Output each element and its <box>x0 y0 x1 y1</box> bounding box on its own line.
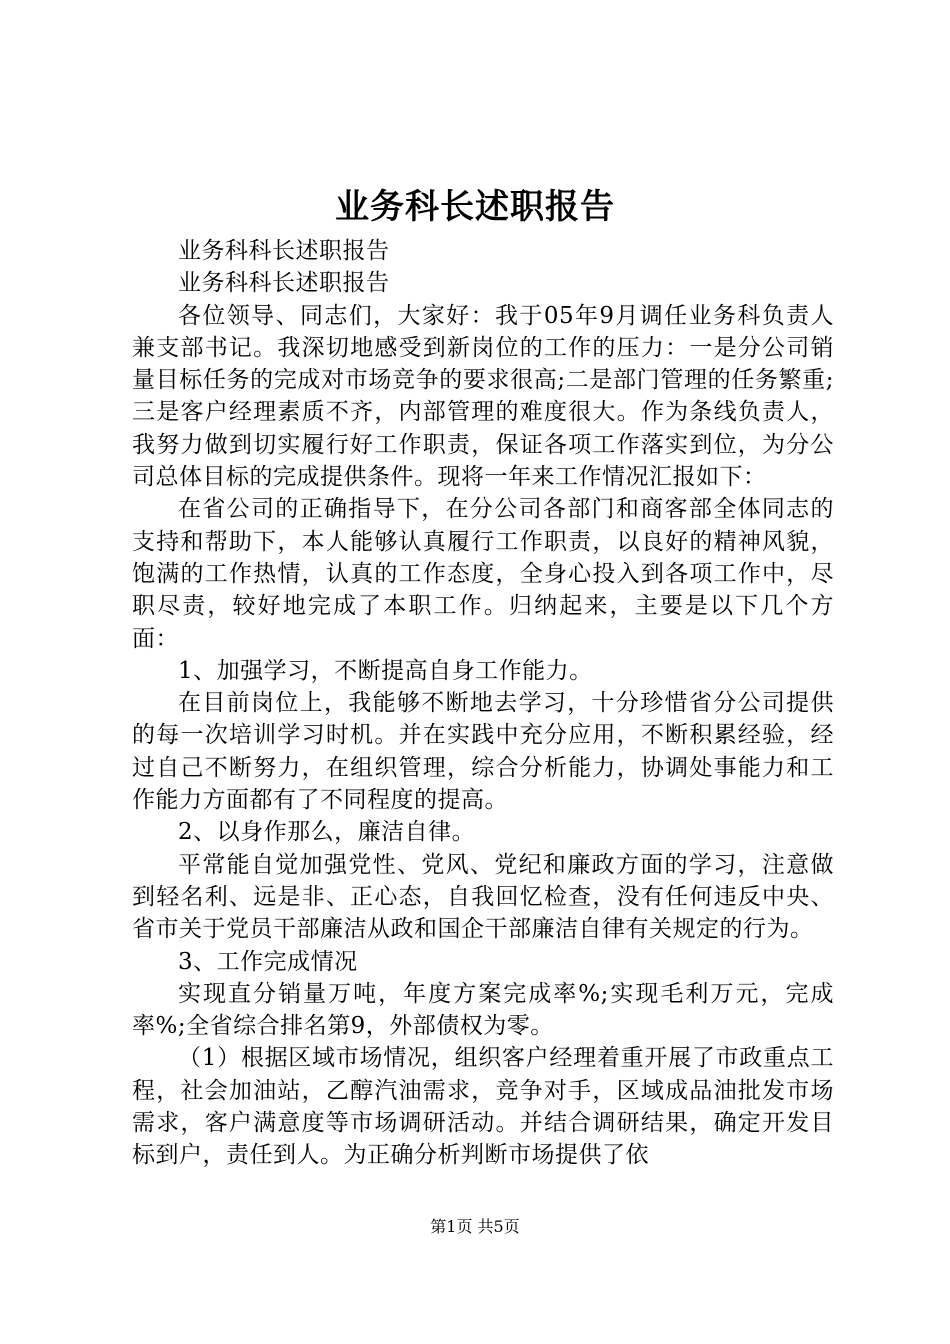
paragraph-integrity: 平常能自觉加强党性、党风、党纪和廉政方面的学习，注意做到轻名利、远是非、正心态，自我回忆检查，没有任何违反中央、省市关于党员干部廉洁从政和国企干部廉洁自律有关规定的行为。 <box>132 851 834 943</box>
paragraph-results: 实现直分销量万吨，年度方案完成率%;实现毛利万元，完成率%;全省综合排名第9，外部债权为零。 <box>132 980 834 1040</box>
paragraph-subtitle-1: 业务科科长述职报告 <box>178 238 390 264</box>
section-heading-1: 1、加强学习，不断提高自身工作能力。 <box>178 657 593 684</box>
section-heading-3: 3、工作完成情况 <box>178 948 358 975</box>
paragraph-summary: 在省公司的正确指导下，在分公司各部门和商客部全体同志的支持和帮助下，本人能够认真履行工作职责，以良好的精神风貌，饱满的工作热情，认真的工作态度，全身心投入到各项工作中，尽职尽责，较好地完成了本职工作。归纳起来，主要是以下几个方面： <box>132 496 834 652</box>
section-heading-2: 2、以身作那么，廉洁自律。 <box>178 819 476 846</box>
paragraph-subtitle-2: 业务科科长述职报告 <box>178 270 390 297</box>
document-title: 业务科长述职报告 <box>335 187 615 227</box>
document-body <box>132 235 834 1172</box>
paragraph-learning: 在目前岗位上，我能够不断地去学习，十分珍惜省分公司提供的每一次培训学习时机。并在实践中充分应用，不断积累经验，经过自己不断努力，在组织管理，综合分析能力，协调处事能力和工作能力方面都有了不同程度的提高。 <box>132 690 834 814</box>
page-footer: 第1页 共5页 <box>430 1217 520 1236</box>
paragraph-greeting: 各位领导、同志们，大家好：我于05年9月调任业务科负责人兼支部书记。我深切地感受到新岗位的工作的压力：一是分公司销量目标任务的完成对市场竞争的要求很高;二是部门管理的任务繁重;三是客户经理素质不齐，内部管理的难度很大。作为条线负责人，我努力做到切实履行好工作职责，保证各项工作落实到位，为分公司总体目标的完成提供条件。现将一年来工作情况汇报如下： <box>132 302 834 491</box>
paragraph-market-research: （1）根据区域市场情况，组织客户经理着重开展了市政重点工程，社会加油站，乙醇汽油需求，竞争对手，区域成品油批发市场需求，客户满意度等市场调研活动。并结合调研结果，确定开发目标到户，责任到人。为正确分析判断市场提供了依 <box>132 1045 834 1169</box>
